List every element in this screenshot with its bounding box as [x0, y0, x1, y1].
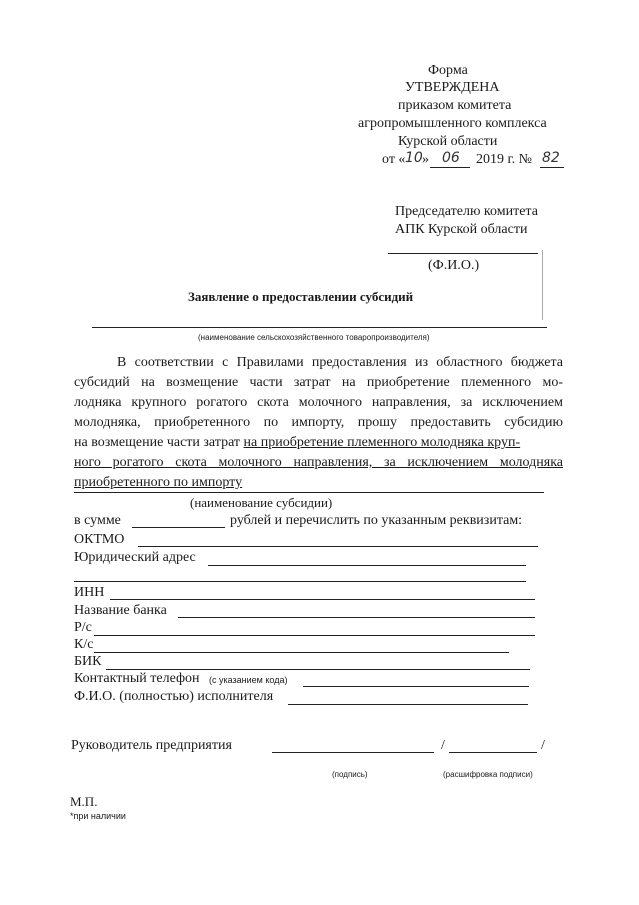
approval-region: Курской области [398, 134, 498, 149]
phone-note: (с указанием кода) [209, 675, 288, 685]
legal-address-field-2[interactable] [74, 581, 526, 582]
signature-slash-left: / [441, 738, 445, 753]
sum-label: в сумме [74, 513, 121, 528]
bank-field[interactable] [178, 617, 535, 618]
oktmo-label: ОКТМО [74, 532, 125, 547]
legal-address-field[interactable] [208, 565, 526, 566]
footnote: *при наличии [70, 811, 126, 821]
rs-field[interactable] [94, 635, 535, 636]
decode-caption: (расшифровка подписи) [443, 770, 533, 779]
body-line-5-plain: на возмещение части затрат [74, 435, 244, 450]
body-line-2: субсидий на возмещение части затрат на приобретение племенного мо- [74, 375, 563, 390]
inn-label: ИНН [74, 585, 105, 600]
body-line-4: молодняка, приобретенного по импорту, прошу предоставить субсидию [74, 415, 563, 430]
approval-date-year: 2019 г. № [476, 152, 533, 167]
application-title: Заявление о предоставлении субсидий [188, 289, 414, 304]
addressee-name-line [388, 253, 538, 254]
body-line-1: В соответствии с Правилами предоставления из областного бюджета [117, 355, 563, 370]
addressee-title: Председателю комитета [395, 204, 538, 219]
approval-approved: УТВЕРЖДЕНА [405, 80, 500, 95]
phone-field[interactable] [303, 686, 529, 687]
body-line-5-underlined: на приобретение племенного молодняка круп- [243, 435, 521, 450]
bik-field[interactable] [106, 669, 530, 670]
approval-order: приказом комитета [398, 98, 512, 113]
stamp-place: М.П. [70, 794, 98, 809]
approval-date-close: » [422, 152, 429, 167]
addressee-org: АПК Курской области [395, 222, 528, 237]
approval-date-month: 06 [442, 150, 460, 166]
approval-number: 82 [542, 150, 560, 166]
addressee-fio-caption: (Ф.И.О.) [428, 258, 480, 273]
bik-label: БИК [74, 654, 102, 669]
approval-date-prefix: от « [382, 152, 406, 167]
oktmo-field[interactable] [138, 546, 538, 547]
scan-artifact [542, 250, 543, 320]
ks-field[interactable] [94, 652, 509, 653]
approval-form: Форма [428, 63, 468, 78]
body-line-7: приобретенного по импорту [74, 475, 243, 490]
body-line-6: ного рогатого скота молочного направления, за исключением молодняка [74, 455, 563, 470]
producer-caption: (наименование сельскохозяйственного товаропроизводителя) [198, 333, 430, 342]
signature-field[interactable] [272, 752, 434, 753]
executor-label: Ф.И.О. (полностью) исполнителя [74, 689, 274, 704]
date-month-line [430, 167, 470, 168]
phone-label: Контактный телефон [74, 671, 200, 686]
signature-slash-right: / [541, 738, 545, 753]
legal-address-label: Юридический адрес [74, 550, 196, 565]
executor-field[interactable] [288, 704, 528, 705]
approval-date-day: 10 [405, 150, 423, 166]
body-line-3: лодняка крупного рогатого скота молочного направления, за исключением [74, 395, 563, 410]
body-line-5 [74, 435, 563, 451]
sum-suffix: рублей и перечислить по указанным реквизитам: [230, 513, 523, 528]
bank-label: Название банка [74, 603, 167, 618]
inn-field[interactable] [110, 599, 535, 600]
producer-name-line [92, 327, 547, 328]
approval-committee: агропромышленного комплекса [358, 116, 547, 131]
rs-label: Р/с [74, 620, 92, 635]
subsidy-name-line [74, 492, 544, 493]
signature-decode-field[interactable] [449, 752, 537, 753]
head-label: Руководитель предприятия [71, 738, 232, 753]
number-line [540, 167, 564, 168]
subsidy-caption: (наименование субсидии) [190, 495, 333, 510]
ks-label: К/с [74, 637, 94, 652]
sign-caption: (подпись) [332, 770, 368, 779]
sum-field[interactable] [132, 527, 225, 528]
